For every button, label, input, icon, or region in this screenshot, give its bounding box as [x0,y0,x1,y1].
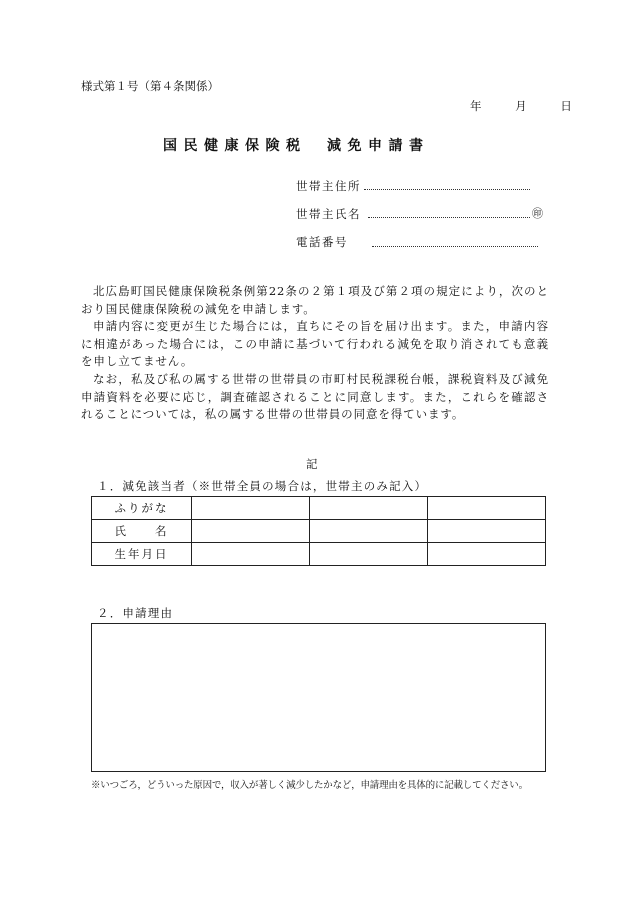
name-field[interactable] [368,206,530,218]
declaration-text [81,283,549,424]
footnote: ※いつごろ，どういった原因で，収入が著しく減少したかなど，申請理由を具体的に記載してください。 [91,780,528,791]
date-month-label: 月 [515,99,527,113]
phone-field[interactable] [372,235,538,247]
declaration-paragraph: 北広島町国民健康保険税条例第22条の２第１項及び第２項の規定により，次のとおり国民健康保険税の減免を申請します。 [81,284,549,316]
document-title: 国民健康保険税 減免申請書 [163,138,430,154]
table-cell[interactable] [192,543,310,566]
table-row [92,497,546,520]
date-line [470,98,572,114]
date-day-label: 日 [560,99,572,113]
declaration-paragraph: なお，私及び私の属する世帯の世帯員の市町村民税課税台帳，課税資料及び減免申請資料を必要に応じ，調査確認されることに同意します。また，これらを確認されることについては，私の属する世帯の世帯員の同意を得ています。 [81,371,549,422]
table-cell[interactable] [428,520,546,543]
row-label-name: 氏 名 [92,520,192,543]
name-label: 世帯主氏名 [296,207,361,221]
table-row [92,520,546,543]
table-cell[interactable] [310,543,428,566]
row-label-birthdate: 生年月日 [92,543,192,566]
table-cell[interactable] [310,520,428,543]
phone-label: 電話番号 [296,235,348,249]
form-number: 様式第１号（第４条関係） [81,79,219,93]
declaration-paragraph: 申請内容に変更が生じた場合には，直ちにその旨を届け出ます。また，申請内容に相違があった場合には，この申請に基づいて行われる減免を取り消されても意義を申し立てません。 [81,319,549,369]
address-field[interactable] [364,178,530,190]
reason-textbox[interactable] [91,623,546,772]
table-cell[interactable] [310,497,428,520]
table-cell[interactable] [428,543,546,566]
row-label-furigana: ふりがな [92,497,192,520]
section2-heading: ２．申請理由 [97,606,174,620]
seal-mark: ㊞ [532,207,543,220]
table-cell[interactable] [428,497,546,520]
section1-heading: １．減免該当者（※世帯全員の場合は，世帯主のみ記入） [97,479,428,493]
table-cell[interactable] [192,497,310,520]
table-row [92,543,546,566]
table-cell[interactable] [192,520,310,543]
address-label: 世帯主住所 [296,179,361,193]
applicant-table [91,496,546,566]
ki-mark: 記 [306,457,318,471]
date-year-label: 年 [470,99,482,113]
